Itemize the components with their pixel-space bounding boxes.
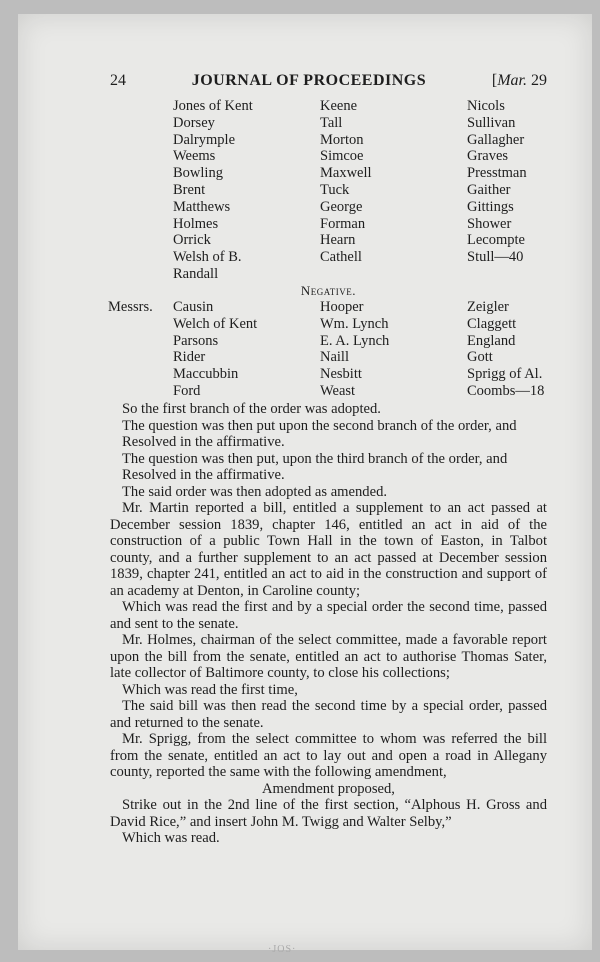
paragraph: So the first branch of the order was adopted. xyxy=(122,401,381,417)
member-name: Gallagher xyxy=(467,131,525,148)
document-page xyxy=(18,14,592,955)
page-content xyxy=(110,72,547,847)
negative-column xyxy=(467,299,544,400)
member-name: Naill xyxy=(320,349,349,366)
member-name: Tall xyxy=(320,114,343,131)
member-name: Jones of Kent xyxy=(173,98,253,114)
member-name: Causin xyxy=(173,299,214,315)
member-name: Dalrymple xyxy=(173,131,236,148)
member-name: Randall xyxy=(173,265,219,282)
member-name: Presstman xyxy=(467,165,527,182)
journal-title: JOURNAL OF PROCEEDINGS xyxy=(191,72,427,89)
member-name: Welsh of B. xyxy=(173,249,242,266)
member-name: Claggett xyxy=(467,315,517,332)
member-name: Parsons xyxy=(173,332,219,349)
paragraph: Mr. Holmes, chairman of the select committee, made a favorable report upon the bill from the senate, entitled an act to authorise Thomas Sater, late collector of Baltimore county, to close his collections; xyxy=(110,632,547,681)
member-name: Orrick xyxy=(173,232,211,249)
member-name: Coombs—18 xyxy=(467,382,545,399)
member-name: Simcoe xyxy=(320,148,364,165)
paragraph: Amendment proposed, xyxy=(262,780,395,797)
member-name: Ford xyxy=(173,382,201,399)
member-name: England xyxy=(467,332,516,349)
member-name: E. A. Lynch xyxy=(320,332,390,349)
library-stamp: ·JOS· xyxy=(268,944,297,955)
paragraph: Which was read. xyxy=(122,830,220,846)
paragraph: Resolved in the affirmative. xyxy=(122,467,285,483)
member-name: Holmes xyxy=(173,215,219,232)
member-name: Nesbitt xyxy=(320,366,362,383)
affirmative-column xyxy=(467,98,527,266)
member-name: Morton xyxy=(320,131,364,148)
paragraph: Which was read the first and by a special order the second time, passed and sent to the senate. xyxy=(110,599,547,632)
member-name: Weems xyxy=(173,148,216,165)
messrs-prefix: Messrs. xyxy=(108,299,153,315)
header-date xyxy=(492,72,547,90)
member-name: Welch of Kent xyxy=(173,315,258,332)
negative-column xyxy=(320,299,389,400)
member-name: George xyxy=(320,198,363,215)
paragraph: The said bill was then read the second time by a special order, passed and returned to the senate. xyxy=(110,698,547,731)
member-name: Brent xyxy=(173,181,206,198)
page-number: 24 xyxy=(110,72,126,89)
member-name: Wm. Lynch xyxy=(320,315,389,332)
negative-column xyxy=(173,299,257,400)
date-day: 29 xyxy=(530,72,547,89)
member-name: Weast xyxy=(320,382,356,399)
member-name: Gittings xyxy=(467,198,514,215)
affirmative-vote-list xyxy=(110,98,547,283)
member-name: Graves xyxy=(467,148,509,165)
paragraph: The said order was then adopted as amended. xyxy=(122,483,388,500)
member-name: Gaither xyxy=(467,181,511,198)
member-name: Sullivan xyxy=(467,114,516,131)
member-name: Matthews xyxy=(173,198,231,215)
negative-heading: Negative. xyxy=(300,283,357,298)
member-name: Hearn xyxy=(320,232,356,249)
paragraph: Which was read the first time, xyxy=(122,681,298,698)
member-name: Lecompte xyxy=(467,232,525,249)
member-name: Maxwell xyxy=(320,165,372,182)
paragraph: The question was then put, upon the third branch of the order, and xyxy=(122,450,508,467)
member-name: Maccubbin xyxy=(173,366,239,383)
member-name: Keene xyxy=(320,98,358,114)
member-name: Forman xyxy=(320,215,366,232)
running-header xyxy=(110,72,547,96)
member-name: Bowling xyxy=(173,165,223,182)
paragraph: Strike out in the 2nd line of the first section, “Alphous H. Gross and David Rice,” and insert John M. Twigg and Walter Selby,” xyxy=(110,797,547,830)
member-name: Cathell xyxy=(320,249,362,266)
member-name: Nicols xyxy=(467,98,505,114)
affirmative-column xyxy=(173,98,253,283)
affirmative-column xyxy=(320,98,372,266)
member-name: Hooper xyxy=(320,299,364,315)
member-name: Shower xyxy=(467,215,512,232)
paragraph: Mr. Martin reported a bill, entitled a supplement to an act passed at December session 1839, chapter 146, entitled an act in aid of the construction of a public Town Hall in the town of Easton, in Talbot county, and a further supplement to an act passed at December session 1839, chapter 241, entitled an act to aid in the construction and support of an academy at Denton, in Caroline county; xyxy=(110,500,547,599)
date-bracket: [ xyxy=(491,72,498,89)
member-name: Rider xyxy=(173,349,206,366)
member-name: Zeigler xyxy=(467,299,509,315)
member-name: Sprigg of Al. xyxy=(467,366,543,383)
negative-vote-list xyxy=(110,299,547,401)
member-name: Stull—40 xyxy=(467,249,524,266)
member-name: Dorsey xyxy=(173,114,215,131)
date-month: Mar. xyxy=(497,72,527,89)
proceedings-text xyxy=(110,401,547,847)
member-name: Gott xyxy=(467,349,493,366)
paragraph: Mr. Sprigg, from the select committee to whom was referred the bill from the senate, entitled an act to lay out and open a road in Allegany county, reported the same with the following amendment, xyxy=(110,731,547,780)
paragraph: The question was then put upon the second branch of the order, and xyxy=(122,417,517,434)
member-name: Tuck xyxy=(320,181,350,198)
paragraph: Resolved in the affirmative. xyxy=(122,434,285,450)
